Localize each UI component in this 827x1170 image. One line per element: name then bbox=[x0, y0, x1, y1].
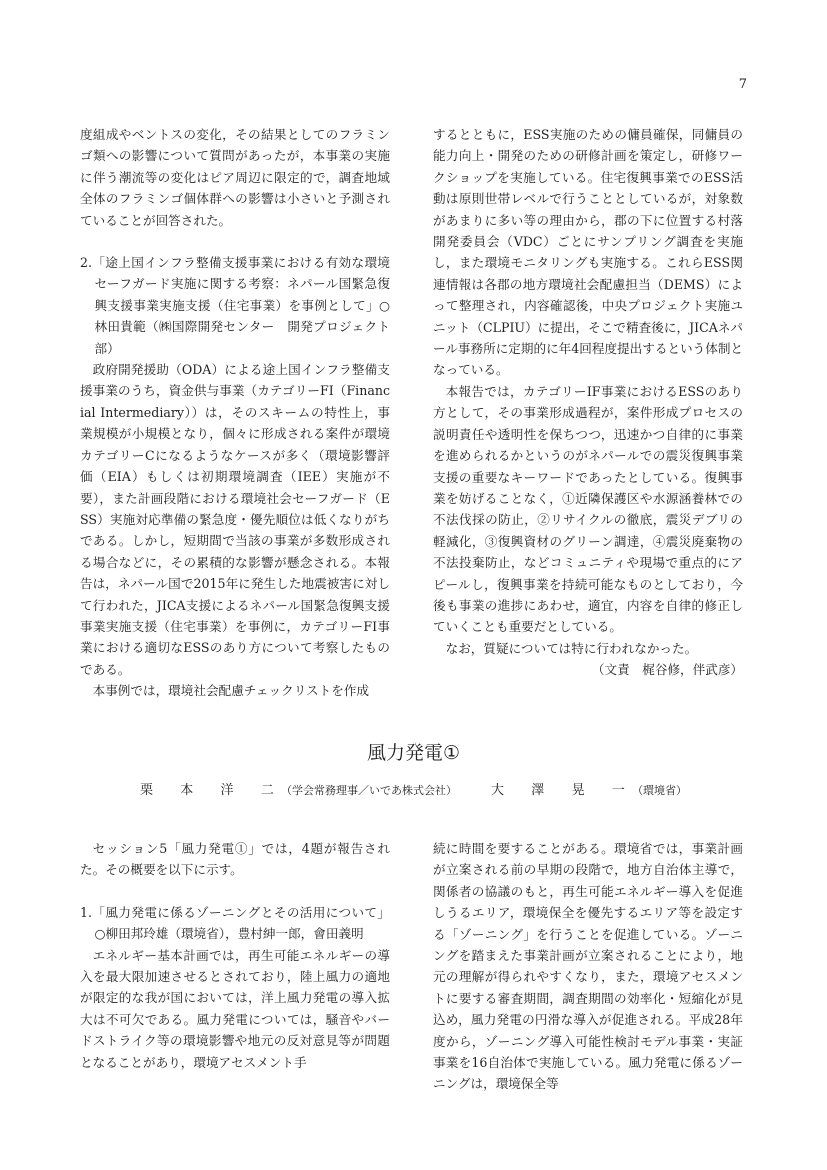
report-item-2 bbox=[80, 252, 390, 359]
item-title: 「途上国インフラ整備支援事業における有効な環境セーフガード実施に関する考察：ネパール国緊急復興支援事業実施支援（住宅事業）を事例として」○林田貴範（㈱国際開発センター 開発プロジェクト部） bbox=[92, 255, 390, 356]
author-affiliation: （環境省） bbox=[632, 784, 688, 797]
paragraph: 続に時間を要することがある。環境省では，事業計画が立案される前の早期の段階で，地方自治体主導で，関係者の協議のもと，再生可能エネルギー導入を促進しうるエリア，環境保全を優先するエリア等を設定する「ゾーニング」を行うことを促進している。ゾーニングを踏まえた事業計画が立案されることにより，地元の理解が得られやすくなり，また，環境アセスメントに要する審査期間，調査期間の効率化・短縮化が見込め，風力発電の円滑な導入が促進される。平成28年度から，ゾーニング導入可能性検討モデル事業・実証事業を16自治体で実施している。風力発電に係るゾーニングは，環境保全等 bbox=[433, 841, 743, 1092]
report-item-1 bbox=[80, 902, 390, 945]
upper-right-column bbox=[433, 124, 743, 681]
author-name: 大 澤 晃 一 bbox=[491, 783, 633, 798]
spacer bbox=[80, 231, 390, 252]
paragraph: 政府開発援助（ODA）による途上国インフラ整備支援事業のうち，資金供与事業（カテゴリーFI（Financial Intermediary））は，そのスキームの特性上，事業規模が小規模となり，個々に形成される案件が環境カテゴリーCになるようなケースが多く（環境影響評価（EIA）もしくは初期環境調査（IEE）実施が不要），また計画段階における環境社会セーフガード（ESS）実施対応準備の緊急度・優先順位は低くなりがちである。しかし，短期間で当該の事業が多数形成される場合などに，その累積的な影響が懸念される。本報告は，ネパール国で2015年に発生した地震被害に対して行われた，JICA支援によるネパール国緊急復興支援事業実施支援（住宅事業）を事例に，カテゴリーFI事業における適切なESSのあり方について考察したものである。 bbox=[80, 362, 390, 677]
paragraph: セッション5「風力発電①」では，4題が報告された。その概要を以下に示す。 bbox=[80, 841, 390, 878]
lower-left-column bbox=[80, 838, 390, 1073]
author-credit: （文責 梶谷修，伴武彦） bbox=[591, 662, 743, 678]
paragraph: エネルギー基本計画では，再生可能エネルギーの導入を最大限加速させるとされており，陸上風力の適地が限定的な我が国においては，洋上風力発電の導入拡大は不可欠である。風力発電については，騒音やバードストライク等の環境影響や地元の反対意見等が問題となることがあり，環境アセスメント手 bbox=[80, 947, 390, 1070]
upper-left-column bbox=[80, 124, 390, 702]
spacer bbox=[80, 881, 390, 902]
author-name: 栗 本 洋 二 bbox=[139, 783, 281, 798]
paragraph: 本事例では，環境社会配慮チェックリストを作成 bbox=[92, 683, 370, 699]
item-title: 「風力発電に係るゾーニングとその活用について」○柳田邦玲雄（環境省），豊村紳一郎，會田義明 bbox=[92, 904, 390, 942]
paragraph: するとともに，ESS実施のための傭員確保，同傭員の能力向上・開発のための研修計画を策定し，研修ワークショップを実施している。住宅復興事業でのESS活動は原則世帯レベルで行うこととしているが，対象数があまりに多い等の理由から，郡の下に位置する村落開発委員会（VDC）ごとにサンプリング調査を実施し，また環境モニタリングも実施する。これらESS関連情報は各郡の地方環境社会配慮担当（DEMS）によって整理され，内容確認後，中央プロジェクト実施ユニット（CLPIU）に提出，そこで精査後に，JICAネパール事務所に定期的に年4回程度提出するという体制となっている。 bbox=[433, 127, 744, 378]
paragraph: 本報告では，カテゴリーIF事業におけるESSのあり方として，その事業形成過程が，案件形成プロセスの説明責任や透明性を保ちつつ，迅速かつ自律的に事業を進められるかというのがネパールでの震災復興事業支援の重要なキーワードであったとしている。復興事業を妨げることなく，①近隣保護区や水源涵養林での不法伐採の防止，②リサイクルの徹底，震災デブリの軽減化，③復興資材のグリーン調達，④震災廃棄物の不法投棄防止，などコミュニティや現場で重点的にアピールし，復興事業を持続可能なものとしており，今後も事業の進捗にあわせ，適宜，内容を自律的修正していくことも重要だとしている。 bbox=[433, 383, 743, 635]
lower-right-column bbox=[433, 838, 743, 1095]
paragraph: 度組成やベントスの変化，その結果としてのフラミンゴ類への影響について質問があったが，本事業の実施に伴う潮流等の変化はピア周辺に限定的で，調査地域全体のフラミンゴ個体群への影響は小さいと予測されていることが回答された。 bbox=[80, 127, 390, 228]
paragraph: なお，質疑については特に行われなかった。 bbox=[445, 640, 698, 656]
section-title: 風力発電① bbox=[366, 742, 461, 764]
item-number: 1. bbox=[80, 904, 93, 920]
session-chairs bbox=[0, 779, 827, 798]
page-number: 7 bbox=[738, 77, 747, 92]
item-number: 2. bbox=[80, 255, 93, 271]
author-affiliation: （学会常務理事／いであ株式会社） bbox=[281, 784, 457, 797]
